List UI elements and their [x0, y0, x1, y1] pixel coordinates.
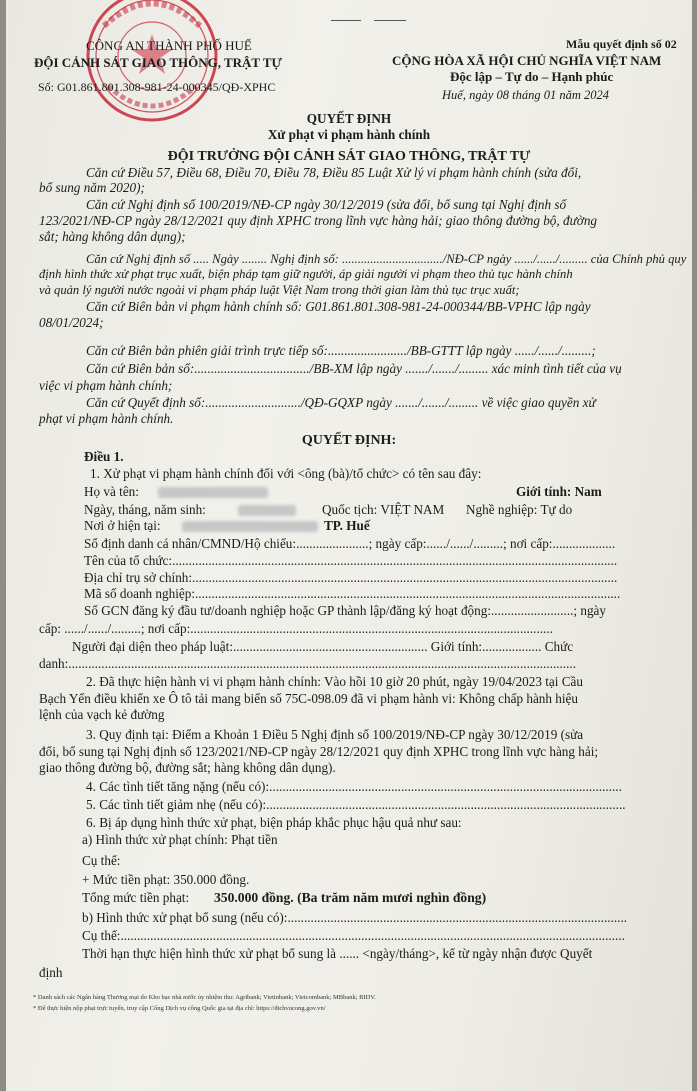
decision-heading: QUYẾT ĐỊNH:	[301, 433, 397, 448]
legal-basis-6: Căn cứ Biên bản số:.................................../BB-XM lập ngày ......./......./......... xác minh tình tiết của vụ	[86, 361, 622, 376]
dob-label: Ngày, tháng, năm sinh:	[84, 502, 206, 517]
violation-description-cont: Bạch Yến điều khiển xe Ô tô tải mang biển số 75C-098.09 đã vi phạm hành vi: Không chấp hành hiệu	[39, 691, 578, 706]
business-code-field: Mã số doanh nghiệp:.................................................................................................................................	[84, 586, 621, 601]
form-number: Mẫu quyết định số 02	[566, 37, 677, 51]
legal-basis-3-cont: và quản lý người nước ngoài vi phạm pháp luật Việt Nam trong thời gian làm thủ tục trục xuất;	[39, 283, 520, 297]
fine-rate: + Mức tiền phạt: 350.000 đồng.	[82, 872, 250, 887]
additional-penalty-deadline-cont: định	[39, 965, 63, 980]
additional-penalty: b) Hình thức xử phạt bổ sung (nếu có):.......................................................................................................	[82, 910, 628, 925]
decision-subtitle: Xử phạt vi phạm hành chính	[267, 127, 431, 142]
top-dash-mark	[374, 20, 406, 21]
aggravating-circumstances: 4. Các tình tiết tăng nặng (nếu có):...........................................................................................................	[86, 779, 622, 794]
gender-field: Giới tính: Nam	[516, 484, 602, 499]
issuer-title: ĐỘI TRƯỞNG ĐỘI CẢNH SÁT GIAO THÔNG, TRẬT TỰ	[167, 149, 531, 164]
legal-basis-3-cont: định hình thức xử phạt trục xuất, biện pháp tạm giữ người, áp giải người vi phạm theo thủ tục hành chính	[39, 267, 573, 281]
registration-cert-cont: cấp: ....../....../.........; nơi cấp:..............................................................................................................	[39, 621, 553, 636]
address-city: TP. Huế	[324, 518, 370, 533]
organization-name-field: Tên của tổ chức:.......................................................................................................................................	[84, 553, 618, 568]
violation-description-cont: lệnh của vạch kẻ đường	[39, 707, 165, 722]
legal-provision-cont: đổi, bổ sung tại Nghị định số 123/2021/NĐ-CP ngày 28/12/2021 quy định XPHC trong lĩnh vực hàng hải;	[39, 744, 599, 759]
legal-basis-1: Căn cứ Điều 57, Điều 68, Điều 70, Điều 78, Điều 85 Luật Xử lý vi phạm hành chính (sửa đổi,	[86, 165, 582, 180]
registration-cert-field: Số GCN đăng ký đầu tư/doanh nghiệp hoặc GP thành lập/đăng ký hoạt động:.........................; ngày	[84, 603, 607, 618]
top-dash-mark	[331, 20, 361, 21]
footnote-online-payment: * Để thực hiện nộp phạt trực tuyến, truy cập Cổng Dịch vụ công Quốc gia tại địa chỉ: https://dichvucong.gov.vn/	[33, 1005, 326, 1012]
total-fine-label: Tổng mức tiền phạt:	[82, 890, 190, 905]
legal-provision-cont: giao thông đường bộ, đường sắt; hàng không dân dụng).	[39, 760, 336, 775]
legal-basis-2-cont: sắt; hàng không dân dụng);	[39, 229, 186, 244]
legal-basis-4-cont: 08/01/2024;	[39, 315, 104, 330]
violation-description: 2. Đã thực hiện hành vi vi phạm hành chính: Vào hồi 10 giờ 20 phút, ngày 19/04/2023 tại Cầu	[86, 674, 583, 689]
name-label: Họ và tên:	[84, 484, 139, 499]
agency-name: ĐỘI CẢNH SÁT GIAO THÔNG, TRẬT TỰ	[34, 55, 282, 70]
agency-parent: CÔNG AN THÀNH PHỐ HUẾ	[86, 38, 252, 53]
main-penalty: a) Hình thức xử phạt chính: Phạt tiền	[82, 832, 278, 847]
legal-basis-1-cont: bổ sung năm 2020);	[39, 180, 145, 195]
document-page	[6, 0, 692, 1091]
legal-basis-7: Căn cứ Quyết định số:............................./QĐ-GQXP ngày ......./......./......... về việc giao quyền xử	[86, 395, 596, 410]
id-number-field: Số định danh cá nhân/CMND/Hộ chiếu:......................; ngày cấp:....../....../.........; nơi cấp:...................	[84, 536, 616, 551]
legal-basis-6-cont: việc vi phạm hành chính;	[39, 378, 173, 393]
decision-title: QUYẾT ĐỊNH	[306, 111, 392, 126]
legal-basis-4: Căn cứ Biên bản vi phạm hành chính số: G01.861.801.308-981-24-000344/BB-VPHC lập ngày	[86, 299, 591, 314]
total-fine-value: 350.000 đồng. (Ba trăm năm mươi nghìn đồng)	[214, 890, 487, 905]
place-and-date: Huế, ngày 08 tháng 01 năm 2024	[442, 88, 609, 102]
organization-address-field: Địa chỉ trụ sở chính:.................................................................................................................................	[84, 570, 618, 585]
redacted-address	[182, 521, 318, 532]
legal-basis-5: Căn cứ Biên bản phiên giải trình trực tiếp số:......................../BB-GTTT lập ngày ....../....../.........;	[86, 343, 596, 358]
additional-penalty-deadline: Thời hạn thực hiện hình thức xử phạt bổ sung là ...... <ngày/tháng>, kể từ ngày nhận được Quyết	[82, 946, 593, 961]
article-1-heading: Điều 1.	[84, 449, 124, 464]
legal-representative-field: Người đại diện theo pháp luật:........................................................... Giới tính:.................. Chức	[72, 639, 574, 654]
redacted-name	[158, 487, 268, 498]
national-motto: Độc lập – Tự do – Hạnh phúc	[450, 69, 614, 84]
legal-basis-2-cont: 123/2021/NĐ-CP ngày 28/12/2021 quy định XPHC trong lĩnh vực hàng hải; giao thông đường bộ, đường	[39, 213, 598, 228]
representative-title-field: danh:..........................................................................................................................................................	[39, 656, 577, 671]
legal-basis-7-cont: phạt vi phạm hành chính.	[39, 411, 174, 426]
redacted-dob	[238, 505, 296, 516]
nationality-field: Quốc tịch: VIỆT NAM	[322, 502, 445, 517]
legal-basis-2: Căn cứ Nghị định số 100/2019/NĐ-CP ngày 30/12/2019 (sửa đổi, bổ sung tại Nghị định số	[86, 197, 567, 212]
penalty-detail-label: Cụ thể:	[82, 853, 121, 868]
occupation-field: Nghề nghiệp: Tự do	[466, 502, 573, 517]
penalty-form-heading: 6. Bị áp dụng hình thức xử phạt, biện pháp khắc phục hậu quả như sau:	[86, 815, 462, 830]
nation-heading: CỘNG HÒA XÃ HỘI CHỦ NGHĨA VIỆT NAM	[392, 53, 662, 68]
legal-provision: 3. Quy định tại: Điểm a Khoản 1 Điều 5 Nghị định số 100/2019/NĐ-CP ngày 30/12/2019 (sửa	[86, 727, 584, 742]
document-number: Số: G01.861.801.308-981-24-000345/QĐ-XPHC	[38, 80, 276, 94]
address-label: Nơi ở hiện tại:	[84, 518, 161, 533]
additional-penalty-detail: Cụ thể:.........................................................................................................................................................	[82, 928, 625, 943]
article-1-intro: 1. Xử phạt vi phạm hành chính đối với <ông (bà)/tổ chức> có tên sau đây:	[90, 466, 482, 481]
legal-basis-3: Căn cứ Nghị định số ..... Ngày ........ Nghị định số: ................................/NĐ-CP ngày ....../....../......... của Chính phủ quy	[86, 252, 687, 266]
mitigating-circumstances: 5. Các tình tiết giảm nhẹ (nếu có):.............................................................................................................	[86, 797, 626, 812]
footnote-banks: * Danh sách các Ngân hàng Thương mại do Kho bạc nhà nước ủy nhiệm thu: Agribank; Vietinbank; Vietcombank; MBbank; BIDV.	[33, 994, 376, 1001]
